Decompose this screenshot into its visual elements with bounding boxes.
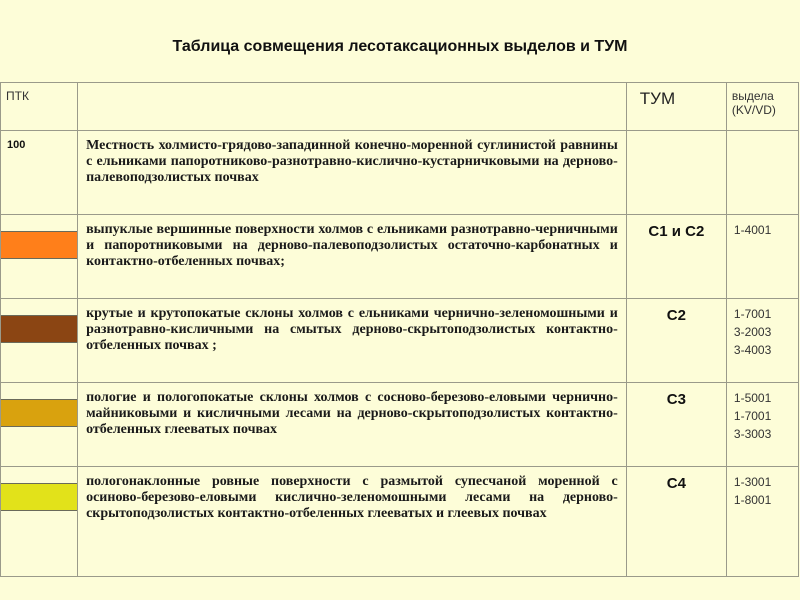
color-cell (1, 467, 78, 577)
page-title: Таблица совмещения лесотаксационных выделов и ТУМ (172, 38, 628, 55)
vydela-item: 1-8001 (733, 493, 772, 507)
table-row (1, 299, 799, 383)
vydela-item: 3-2003 (733, 325, 772, 339)
vydela-item: 3-4003 (733, 343, 772, 357)
description-text: пологонаклонные ровные поверхности с размытой супесчаной моренной с осиново-березово-еловыми кисличнo-зеленомошными лесами на дерново-скрытоподзолистых контактно-отбеленных глееватых и глеевых почвах (86, 474, 618, 521)
vydela-list (727, 383, 798, 443)
tum-value: С2 (666, 307, 686, 324)
tum-cell (626, 383, 726, 467)
ptk-cell (1, 131, 78, 215)
vydela-item: 1-4001 (733, 223, 772, 237)
description-text: пологие и пологопокатые склоны холмов с сосново-березово-еловыми чернично-майниковыми и кисличными лесами на дерново-скрытоподзолистых контактно-отбеленных глееватых почвах (86, 390, 618, 437)
color-cell (1, 215, 78, 299)
color-swatch (1, 399, 77, 427)
tum-cell (626, 131, 726, 215)
vydela-cell (726, 299, 798, 383)
tum-value: С4 (666, 475, 686, 492)
vydela-list (727, 299, 798, 359)
color-cell (1, 383, 78, 467)
ptk-number: 100 (7, 139, 26, 151)
tum-cell (626, 299, 726, 383)
header-tum: ТУМ (626, 83, 726, 131)
color-cell (1, 299, 78, 383)
tum-value: С1 и С2 (648, 223, 705, 240)
description-text: Местность холмисто-грядово-западинной конечно-моренной суглинистой равнины с ельниками папоротниково-разнотравно-кисличнo-кустарничковыми на дерново-палевоподзолистых почвах (86, 138, 618, 185)
description-cell (78, 131, 627, 215)
header-blank (78, 83, 627, 131)
vydela-list (727, 467, 798, 509)
description-text: крутые и крутопокатые склоны холмов с ельниками чернично-зеленомошными и разнотравно-кисличными на смытых дерново-скрытоподзолистых контактно-отбеленных почвах ; (86, 306, 618, 353)
vydela-list (727, 215, 798, 239)
vydela-item: 1-7001 (733, 409, 772, 423)
tum-cell (626, 467, 726, 577)
description-text: выпуклые вершинные поверхности холмов с ельниками разнотравно-черничными и папоротниковыми на дерново-палевоподзолистых остаточно-карбонатных и контактно-отбеленных почвах; (86, 222, 618, 269)
vydela-item: 1-7001 (733, 307, 772, 321)
vydela-item: 3-3003 (733, 427, 772, 441)
table-row (1, 215, 799, 299)
color-swatch (1, 231, 77, 259)
vydela-cell (726, 383, 798, 467)
table-row (1, 383, 799, 467)
tum-value: С3 (666, 391, 686, 408)
table-row-main (1, 131, 799, 215)
description-cell (78, 383, 627, 467)
color-swatch (1, 315, 77, 343)
description-cell (78, 299, 627, 383)
vydela-cell (726, 467, 798, 577)
vydela-item: 1-3001 (733, 475, 772, 489)
table-header-row (1, 83, 799, 131)
color-swatch (1, 483, 77, 511)
table-row (1, 467, 799, 577)
description-cell (78, 215, 627, 299)
combination-table (0, 82, 799, 577)
header-vydela: выдела (KV/VD) (726, 83, 798, 131)
vydela-item: 1-5001 (733, 391, 772, 405)
header-ptk: ПТК (1, 83, 78, 131)
description-cell (78, 467, 627, 577)
tum-cell (626, 215, 726, 299)
vydela-cell (726, 131, 798, 215)
vydela-cell (726, 215, 798, 299)
